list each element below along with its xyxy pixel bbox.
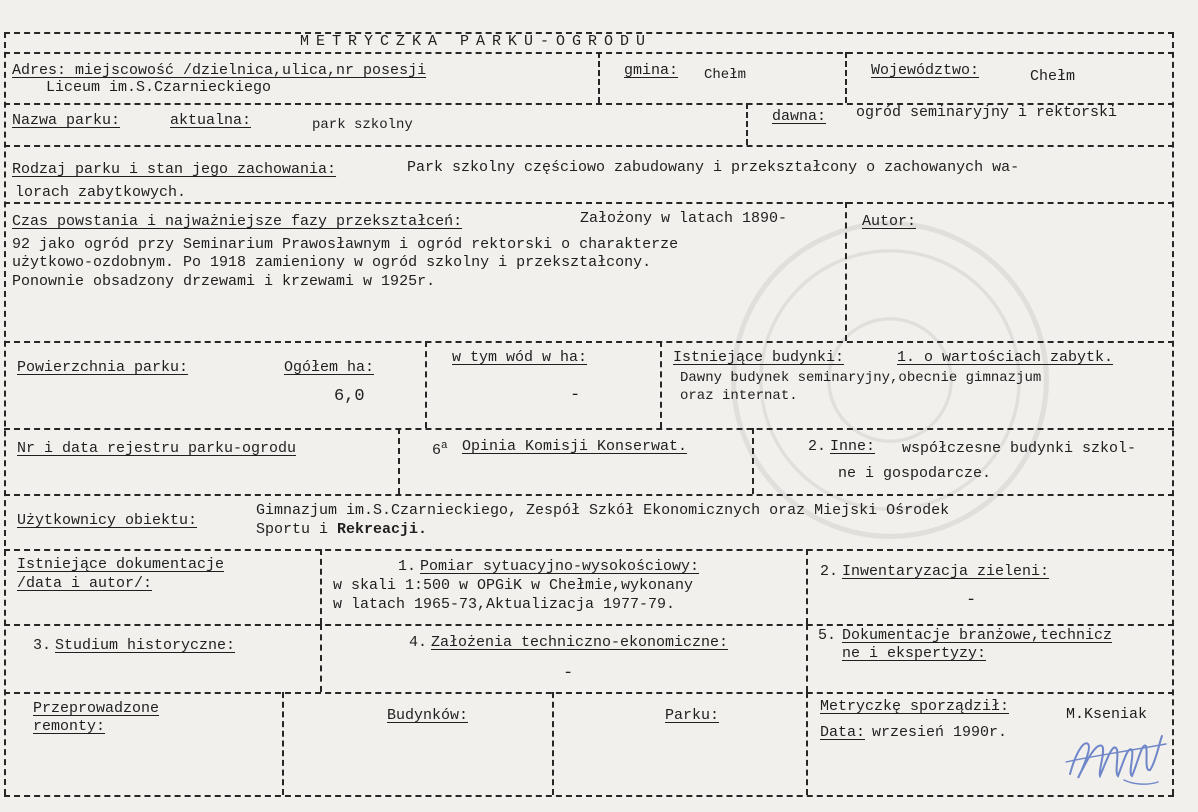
budynki-label: Istniejące budynki: [673, 349, 845, 366]
inne-line2: ne i gospodarcze. [838, 465, 992, 482]
autor-label: Autor: [862, 213, 917, 230]
rule-row4-bottom [4, 341, 1174, 343]
uzytkownicy-label: Użytkownicy obiektu: [17, 512, 198, 529]
budynki-line2: oraz internat. [680, 388, 798, 404]
rule-right [1172, 32, 1174, 795]
uzytkownicy-line2b: Rekreacji. [337, 521, 428, 538]
zalozenia-num: 4. [409, 634, 428, 651]
ogolem-label: Ogółem ha: [284, 359, 375, 376]
woj-value: Chełm [1030, 68, 1076, 85]
rule-r5-b [660, 341, 662, 428]
rule-r4 [845, 202, 847, 341]
uzytkownicy-line2a: Sportu i [256, 521, 338, 538]
pomiar-line2: w latach 1965-73,Aktualizacja 1977-79. [333, 596, 676, 613]
czas-line3: użytkowo-ozdobnym. Po 1918 zamieniony w ogród szkolny i przekształcony. [12, 254, 652, 271]
opinia-number-sup: a [441, 440, 448, 452]
rule-r8-b [806, 549, 808, 624]
rule-r6-a [398, 428, 400, 494]
inne-label: Inne: [830, 438, 876, 455]
czas-line4: Ponownie obsadzony drzewami i krzewami w 1925r. [12, 273, 436, 290]
pomiar-num: 1. [398, 558, 417, 575]
budynki-sub: 1. o wartościach zabytk. [897, 349, 1114, 366]
budynki-line1: Dawny budynek seminaryjny,obecnie gimnazjum [680, 370, 1042, 386]
rule-left [4, 32, 6, 795]
aktualna-value: park szkolny [312, 117, 413, 133]
dawna-label: dawna: [772, 108, 827, 125]
rodzaj-line2: lorach zabytkowych. [15, 184, 187, 201]
signature [1062, 722, 1172, 792]
dawna-value: ogród seminaryjny i rektorski [856, 104, 1118, 121]
inne-num: 2. [808, 438, 827, 455]
sporzadzil-value: M.Kseniak [1066, 706, 1148, 723]
rule-title-bottom [4, 52, 1174, 54]
dokumentacje-label1: Istniejące dokumentacje [17, 556, 225, 573]
pomiar-line1: w skali 1:500 w OPGiK w Chełmie,wykonany [333, 577, 694, 594]
budynkow-label: Budynków: [387, 707, 469, 724]
rule-r2 [746, 103, 748, 145]
data-label: Data: [820, 724, 866, 741]
opinia-number [432, 437, 448, 460]
inne-line1: współczesne budynki szkol- [902, 440, 1137, 457]
gmina-label: gmina: [624, 62, 679, 79]
name-label: Nazwa parku: [12, 112, 121, 129]
rule-r10-b [552, 692, 554, 795]
studium-label: Studium historyczne: [55, 637, 236, 654]
uzytkownicy-line2 [256, 521, 427, 539]
inwentaryzacja-num: 2. [820, 563, 839, 580]
rodzaj-label: Rodzaj parku i stan jego zachowania: [12, 161, 337, 178]
dok-branzowe-num: 5. [818, 627, 837, 644]
rule-r1-a [598, 52, 600, 103]
czas-line2: 92 jako ogród przy Seminarium Prawosławnym i ogród rektorski o charakterze [12, 236, 679, 253]
rule-r5-a [425, 341, 427, 428]
rule-row2-bottom [4, 145, 1174, 147]
rule-bottom [4, 795, 1174, 797]
wod-value: - [570, 386, 581, 405]
remonty-label1: Przeprowadzone [33, 700, 160, 717]
opinia-label: Opinia Komisji Konserwat. [462, 438, 688, 455]
rodzaj-line1: Park szkolny częściowo zabudowany i przekształcony o zachowanych wa- [407, 159, 1020, 176]
rule-row3-bottom [4, 202, 1174, 204]
wod-label: w tym wód w ha: [452, 349, 588, 366]
rule-r8-a [320, 549, 322, 624]
rule-r6-b [752, 428, 754, 494]
data-value: wrzesień 1990r. [872, 724, 1008, 741]
area-label: Powierzchnia parku: [17, 359, 189, 376]
sporzadzil-label: Metryczkę sporządził: [820, 698, 1010, 715]
inwentaryzacja-value: - [966, 591, 977, 610]
aktualna-label: aktualna: [170, 112, 252, 129]
card-title: METRYCZKA PARKU-OGRODU [300, 33, 653, 50]
zalozenia-label: Założenia techniczno-ekonomiczne: [431, 634, 729, 651]
rule-row9-bottom [4, 692, 1174, 694]
ogolem-value: 6,0 [334, 387, 365, 406]
address-label: Adres: miejscowość /dzielnica,ulica,nr posesji [12, 62, 427, 79]
woj-label: Województwo: [871, 62, 980, 79]
studium-num: 3. [33, 637, 52, 654]
opinia-number-main: 6 [432, 442, 442, 459]
dok-branzowe-label1: Dokumentacje branżowe,technicz [842, 627, 1113, 644]
uzytkownicy-line1: Gimnazjum im.S.Czarnieckiego, Zespół Szkół Ekonomicznych oraz Miejski Ośrodek [256, 502, 950, 519]
rule-r9-b [806, 624, 808, 692]
czas-line1: Założony w latach 1890- [580, 210, 788, 227]
pomiar-label: Pomiar sytuacyjno-wysokościowy: [420, 558, 700, 575]
rule-row8-bottom [4, 624, 1174, 626]
remonty-label2: remonty: [33, 718, 106, 735]
zalozenia-value: - [563, 664, 574, 683]
rule-r10-a [282, 692, 284, 795]
dokumentacje-label2: /data i autor/: [17, 575, 153, 592]
rule-row7-bottom [4, 549, 1174, 551]
address-value: Liceum im.S.Czarnieckiego [46, 79, 272, 96]
rejestr-label: Nr i data rejestru parku-ogrodu [17, 440, 297, 457]
rule-r1-b [845, 52, 847, 103]
parku-label: Parku: [665, 707, 720, 724]
dok-branzowe-label2: ne i ekspertyzy: [842, 645, 987, 662]
inwentaryzacja-label: Inwentaryzacja zieleni: [842, 563, 1050, 580]
rule-r10-c [806, 692, 808, 795]
rule-row5-bottom [4, 428, 1174, 430]
rule-row6-bottom [4, 494, 1174, 496]
czas-label: Czas powstania i najważniejsze fazy przekształceń: [12, 213, 463, 230]
rule-r9-a [320, 624, 322, 692]
gmina-value: Chełm [704, 67, 747, 83]
